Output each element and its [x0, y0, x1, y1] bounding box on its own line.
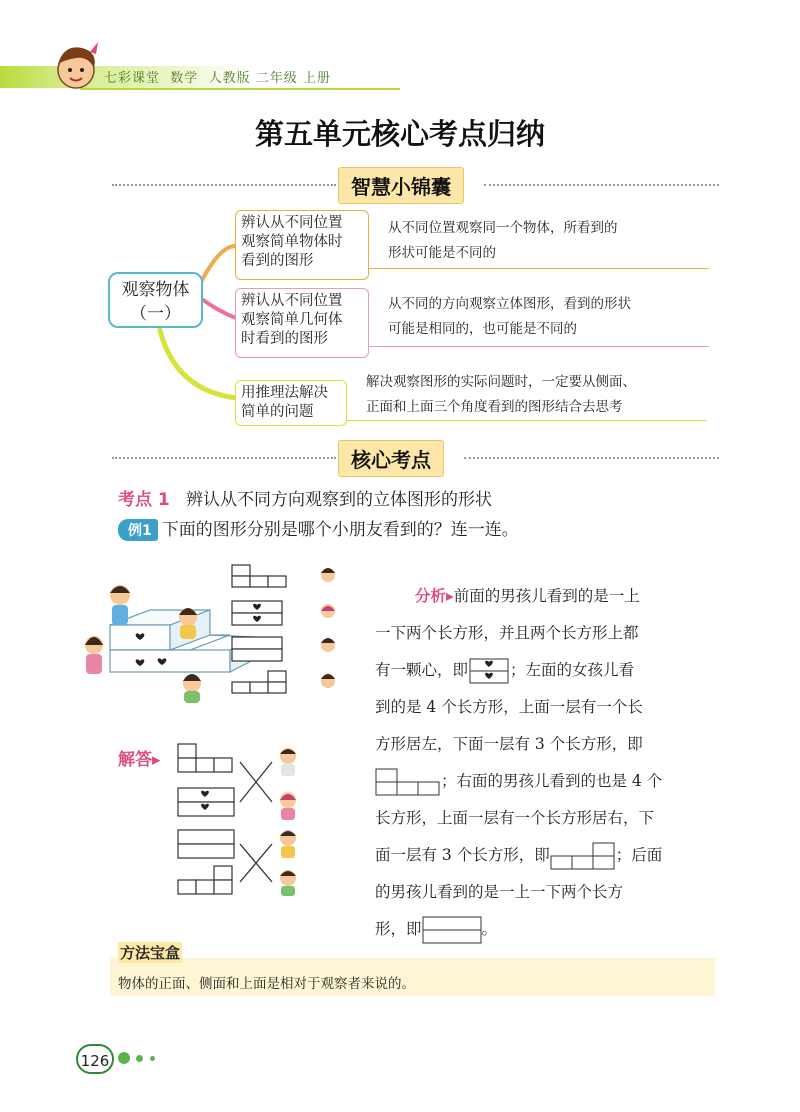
note1-underline: [369, 268, 709, 269]
note1-line2: 形状可能是不同的: [388, 245, 496, 261]
analysis-l5: 方形居左，下面一层有 3 个长方形，即: [375, 735, 643, 753]
analysis-l6b: ；右面的男孩儿看到的也是 4 个: [441, 772, 663, 790]
header-volume: 上册: [302, 71, 331, 86]
analysis-l3a: 有一颗心，即: [375, 661, 469, 679]
branch2-line2: 观察简单几何体: [241, 312, 343, 328]
note3-line1: 解决观察图形的实际问题时，一定要从侧面、: [366, 374, 636, 390]
mindmap-note-3: [366, 370, 636, 420]
method-text: 物体的正面、侧面和上面是相对于观察者来说的。: [118, 976, 415, 992]
branch3-line2: 简单的问题: [241, 404, 314, 420]
divider2-left: [112, 457, 336, 459]
note2-line2: 可能是相同的，也可能是不同的: [388, 321, 577, 337]
divider2-right: [464, 457, 719, 459]
branch2-line1: 辨认从不同位置: [241, 293, 343, 309]
section-banner-core: 核心考点: [338, 440, 444, 477]
analysis-text: [375, 578, 725, 948]
mindmap-branch-3: [235, 380, 347, 426]
analysis-l8a: 面一层有 3 个长方形，即: [375, 846, 550, 864]
kaodian-line: [118, 485, 492, 510]
branch1-line1: 辨认从不同位置: [241, 215, 343, 231]
mindmap-root: [108, 272, 203, 328]
example-tag: 例1: [118, 519, 158, 541]
analysis-label: 分析: [415, 587, 447, 605]
section-banner-tips: 智慧小锦囊: [338, 167, 464, 204]
mindmap-note-2: [388, 292, 631, 342]
branch1-line3: 看到的图形: [241, 253, 314, 269]
analysis-l4: 到的是 4 个长方形，上面一层有一个长: [375, 698, 643, 716]
analysis-arrow-icon: ▸: [446, 587, 454, 605]
header-edition: 人教版: [208, 71, 251, 86]
analysis-l8b: ；后面: [615, 846, 663, 864]
analysis-line1: [375, 578, 725, 615]
analysis-l1: 前面的男孩儿看到的是一上: [453, 587, 640, 605]
kid-girl: [85, 636, 103, 674]
kaodian-text: 辨认从不同方向观察到的立体图形的形状: [185, 490, 492, 510]
inline-figure-two-rects: [422, 916, 482, 944]
note3-underline: [347, 420, 707, 421]
branch2-line3: 时看到的图形: [241, 331, 328, 347]
mindmap-root-line1: 观察物体: [121, 280, 190, 300]
kid-back: [183, 674, 201, 703]
branch3-line1: 用推理法解决: [241, 385, 328, 401]
inline-figure-hearts: [468, 658, 510, 684]
header-subject: 数学: [170, 71, 199, 86]
page-title: 第五单元核心考点归纳: [254, 117, 545, 151]
mindmap-branch-2: [235, 288, 369, 358]
analysis-l10b: 。: [481, 920, 498, 938]
note2-line1: 从不同的方向观察立体图形，看到的形状: [388, 296, 631, 312]
answer-arrow-icon: ▸: [152, 750, 161, 770]
analysis-line6: [375, 763, 725, 800]
header-series: 七彩课堂: [104, 71, 161, 86]
note2-underline: [369, 346, 709, 347]
analysis-l2: 一下两个长方形，并且两个长方形上都: [375, 624, 639, 642]
analysis-line8: [375, 837, 725, 874]
analysis-line10: [375, 911, 725, 948]
example-text: 下面的图形分别是哪个小朋友看到的？连一连。: [161, 520, 519, 540]
page-dot-1: [118, 1052, 130, 1064]
analysis-line3: [375, 652, 725, 689]
note3-line2: 正面和上面三个角度看到的图形结合去思考: [366, 399, 623, 415]
inline-figure-right-top: [550, 842, 616, 870]
answer-label-wrap: [118, 745, 161, 770]
analysis-l7: 长方形，上面一层有一个长方形居右，下: [375, 809, 655, 827]
page-dot-2: [136, 1055, 143, 1062]
kaodian-label: 考点 1: [118, 490, 170, 510]
kid-left: [110, 585, 130, 625]
method-title: 方法宝盒: [120, 944, 181, 962]
answer-label: 解答: [118, 750, 152, 770]
mindmap-branch-1: [235, 210, 369, 280]
inline-figure-left-top: [375, 768, 441, 796]
analysis-l10a: 形，即: [375, 920, 422, 938]
mindmap-note-1: [388, 216, 618, 266]
branch1-line2: 观察简单物体时: [241, 234, 343, 250]
child-faces-column: [316, 563, 346, 703]
mindmap-root-line2: （一）: [130, 304, 181, 324]
example-line: [118, 515, 519, 541]
note1-line1: 从不同位置观察同一个物体，所看到的: [388, 220, 618, 236]
answer-matching-diagram: [176, 742, 316, 902]
page-number: 126: [76, 1044, 114, 1074]
page-dot-3: [150, 1056, 155, 1061]
analysis-l9: 的男孩儿看到的是一上一下两个长方: [375, 883, 624, 901]
analysis-l3b: ；左面的女孩儿看: [510, 661, 635, 679]
header-grade: 二年级: [255, 71, 298, 86]
